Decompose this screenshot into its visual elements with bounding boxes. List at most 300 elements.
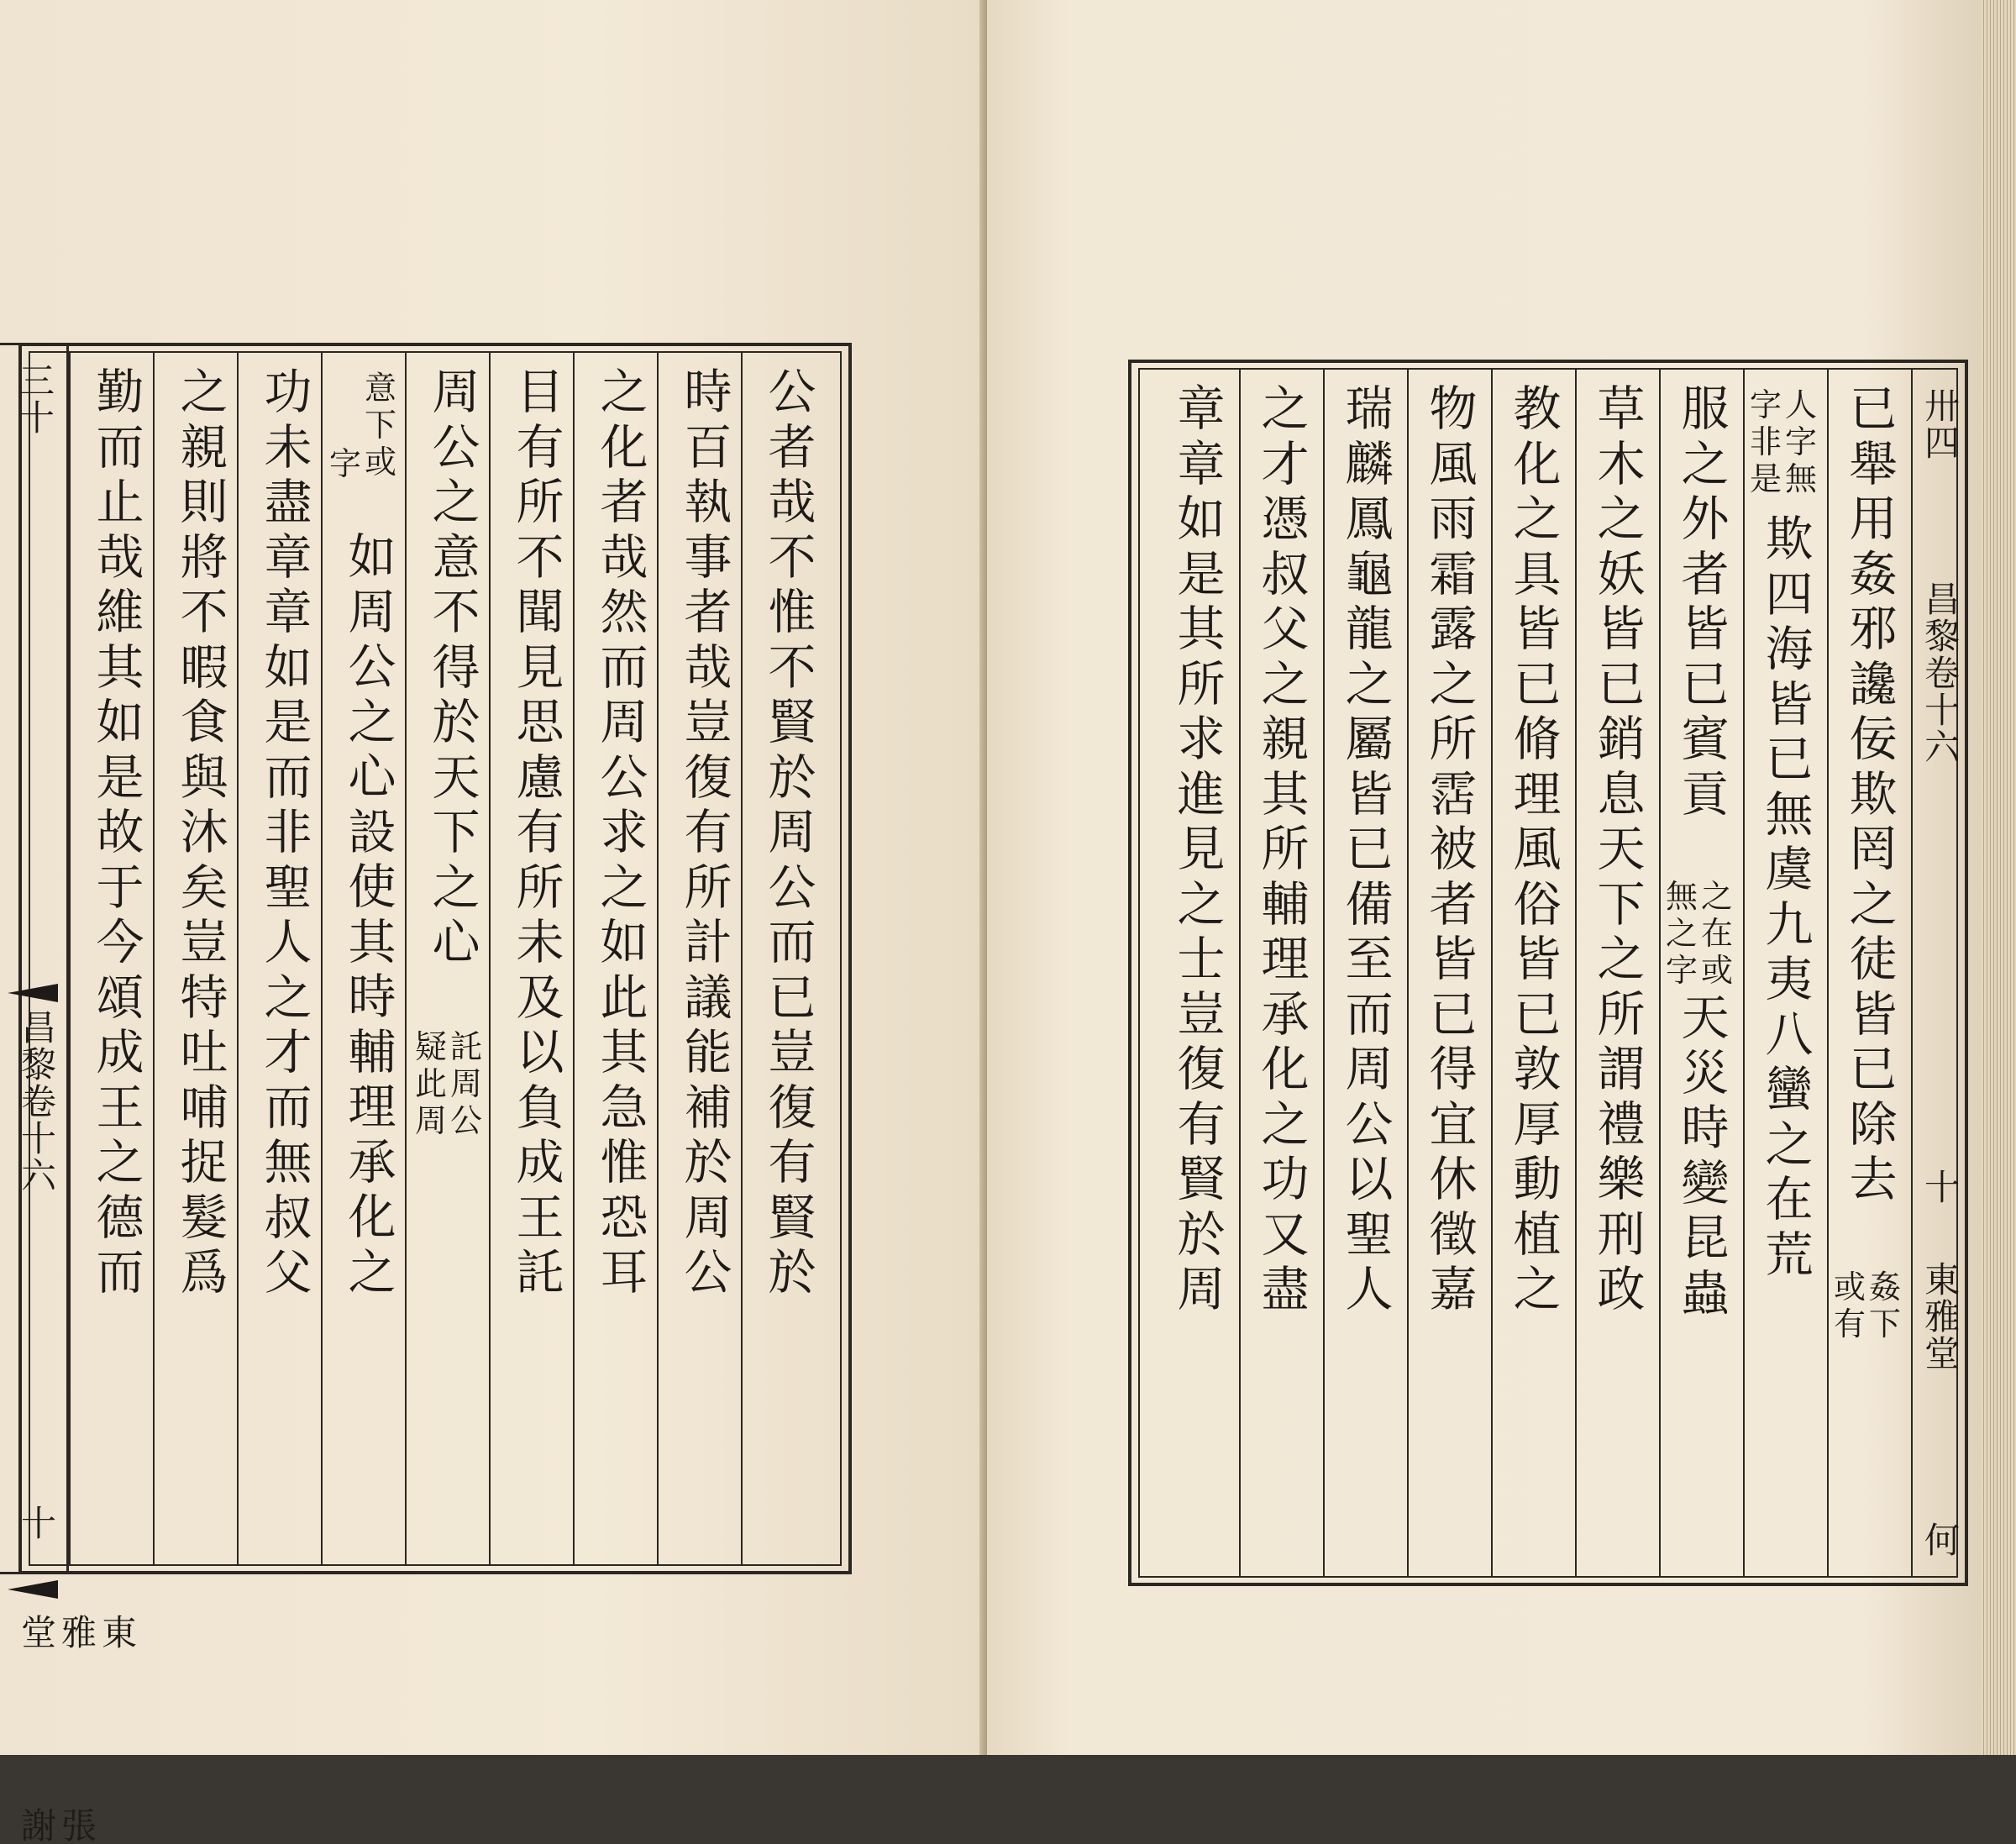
- glyph: 如: [264, 639, 312, 696]
- glyph: 動: [1513, 1152, 1562, 1207]
- glyph: 是: [1749, 460, 1782, 497]
- glyph: 此: [414, 1065, 447, 1102]
- glyph: 見: [516, 639, 564, 696]
- glyph: 休: [1429, 1152, 1478, 1207]
- glyph: 思: [516, 695, 564, 750]
- glyph: 貢: [1681, 766, 1730, 822]
- left-fish-tail-icon: [8, 984, 58, 1002]
- glyph: 字: [1784, 423, 1817, 460]
- glyph: 周: [1345, 1042, 1394, 1097]
- glyph: 於: [1177, 1206, 1226, 1263]
- left-col-6: [343, 530, 402, 1300]
- glyph: 已: [1429, 986, 1478, 1043]
- right-col-1-note-b: [1830, 1269, 1869, 1342]
- glyph: 於: [432, 695, 480, 750]
- glyph: 之: [1261, 381, 1310, 437]
- glyph: 是: [96, 749, 144, 806]
- glyph: 之: [1849, 876, 1898, 933]
- glyph: 皆: [1513, 932, 1562, 987]
- glyph: 特: [180, 969, 228, 1026]
- left-fish-tail-icon-lower: [8, 1580, 58, 1599]
- glyph: 之: [432, 475, 480, 530]
- glyph: 託: [449, 1028, 482, 1065]
- glyph: 王: [96, 1080, 144, 1136]
- glyph: 親: [1261, 712, 1310, 767]
- glyph: 龍: [1345, 602, 1394, 657]
- glyph: 之: [348, 1244, 396, 1300]
- right-col-2-note-b: [1746, 386, 1785, 497]
- glyph: 如: [600, 915, 648, 970]
- glyph: 捉: [180, 1135, 228, 1190]
- glyph: 設: [348, 804, 396, 860]
- glyph: 急: [600, 1080, 648, 1136]
- glyph: 蟲: [1681, 1265, 1730, 1321]
- glyph: 昆: [1681, 1211, 1730, 1266]
- glyph: 盡: [1261, 1262, 1310, 1317]
- glyph: 荒: [1765, 1227, 1814, 1283]
- glyph: 矣: [180, 859, 228, 916]
- glyph: 政: [1597, 1262, 1646, 1317]
- glyph: 賓: [1681, 712, 1730, 767]
- glyph: 者: [684, 585, 732, 640]
- glyph: 維: [96, 585, 144, 640]
- left-col-2: [679, 365, 738, 1301]
- glyph: 天: [432, 749, 480, 806]
- glyph: 有: [516, 805, 564, 860]
- column-rule: [1743, 368, 1745, 1578]
- glyph: 而: [264, 1080, 312, 1136]
- glyph: 或: [1700, 952, 1733, 989]
- glyph: 字: [328, 445, 361, 482]
- column-rule: [741, 351, 743, 1566]
- glyph: 刑: [1597, 1206, 1646, 1263]
- glyph: 王: [516, 1190, 564, 1246]
- glyph: 公: [432, 419, 480, 475]
- glyph: 得: [1429, 1042, 1478, 1097]
- glyph: 麟: [1345, 436, 1394, 492]
- glyph: 不: [768, 639, 816, 696]
- glyph: 成: [516, 1135, 564, 1190]
- glyph: 豈: [180, 915, 228, 970]
- glyph: 負: [516, 1080, 564, 1136]
- glyph: 耳: [600, 1245, 648, 1300]
- glyph: 吐: [180, 1025, 228, 1080]
- right-col-3-note-b: [1662, 878, 1701, 989]
- glyph: 進: [1177, 766, 1226, 822]
- glyph: 夷: [1765, 952, 1814, 1007]
- glyph: 賢: [768, 695, 816, 750]
- glyph: 銷: [1597, 712, 1646, 767]
- glyph: 徒: [1849, 932, 1898, 987]
- column-rule: [1827, 368, 1829, 1578]
- glyph: 皆: [1597, 602, 1646, 657]
- glyph: 而: [768, 915, 816, 970]
- right-col-1-note-a: [1866, 1269, 1904, 1342]
- left-margin-bottom-label: 張謝: [16, 1807, 97, 1844]
- glyph: 皆: [1681, 602, 1730, 657]
- glyph: 屬: [1345, 712, 1394, 767]
- glyph: 爲: [180, 1245, 228, 1300]
- glyph: 才: [264, 1025, 312, 1080]
- glyph: 豈: [684, 695, 732, 750]
- glyph: 叔: [264, 1190, 312, 1246]
- glyph: 天: [1597, 822, 1646, 877]
- glyph: 虞: [1765, 842, 1814, 897]
- glyph: 父: [264, 1245, 312, 1300]
- glyph: 惟: [600, 1135, 648, 1190]
- glyph: 或: [364, 444, 396, 481]
- left-col-4: [511, 365, 570, 1301]
- glyph: 承: [1261, 986, 1310, 1043]
- glyph: 罔: [1849, 822, 1898, 877]
- glyph: 物: [1429, 381, 1478, 437]
- glyph: 人: [264, 915, 312, 970]
- glyph: 之: [1513, 1262, 1562, 1317]
- glyph: 目: [516, 365, 564, 420]
- glyph: 欺: [1765, 512, 1814, 567]
- glyph: 字: [1749, 386, 1782, 423]
- glyph: 妖: [1597, 546, 1646, 602]
- glyph: 字: [1665, 952, 1698, 989]
- glyph: 之: [1261, 656, 1310, 712]
- glyph: 之: [96, 1135, 144, 1190]
- glyph: 公: [600, 749, 648, 806]
- glyph: 去: [1849, 1152, 1898, 1207]
- glyph: 化: [600, 419, 648, 475]
- page-leaves-edge: [1981, 0, 2016, 1755]
- glyph: 託: [516, 1245, 564, 1300]
- right-col-3-note-a: [1698, 878, 1736, 989]
- glyph: 時: [1681, 1101, 1730, 1156]
- glyph: 姦: [1849, 546, 1898, 602]
- glyph: 則: [180, 475, 228, 530]
- column-rule: [321, 351, 323, 1566]
- glyph: 已: [1681, 656, 1730, 712]
- glyph: 於: [768, 749, 816, 806]
- left-margin-top-label: 三十: [14, 362, 55, 436]
- glyph: 慮: [516, 749, 564, 806]
- glyph: 樂: [1597, 1152, 1646, 1207]
- glyph: 章: [1177, 381, 1226, 437]
- glyph: 髮: [180, 1190, 228, 1246]
- glyph: 而: [264, 749, 312, 806]
- column-rule: [1239, 368, 1241, 1578]
- glyph: 姦: [1868, 1269, 1901, 1306]
- glyph: 周: [768, 805, 816, 860]
- glyph: 勤: [96, 365, 144, 420]
- glyph: 其: [96, 639, 144, 696]
- glyph: 其: [600, 1025, 648, 1080]
- right-margin-bottom-label: 何: [1919, 1521, 1961, 1558]
- glyph: 周: [432, 365, 480, 420]
- glyph: 變: [1681, 1155, 1730, 1211]
- glyph: 理: [1261, 932, 1310, 987]
- right-margin-title: 昌黎卷十六: [1919, 581, 1961, 765]
- glyph: 盡: [264, 475, 312, 530]
- glyph: 公: [684, 1245, 732, 1300]
- left-col-7: [259, 365, 318, 1301]
- glyph: 此: [600, 969, 648, 1026]
- column-rule: [1911, 368, 1913, 1578]
- glyph: 意: [432, 529, 480, 586]
- glyph: 未: [264, 419, 312, 475]
- glyph: 者: [600, 475, 648, 530]
- glyph: 被: [1429, 822, 1478, 877]
- glyph: 哺: [180, 1080, 228, 1136]
- glyph: 之: [1597, 491, 1646, 547]
- glyph: 議: [684, 969, 732, 1026]
- glyph: 然: [600, 585, 648, 640]
- column-rule: [1407, 368, 1409, 1578]
- glyph: 俗: [1513, 876, 1562, 933]
- glyph: 如: [348, 529, 396, 585]
- glyph: 有: [684, 805, 732, 860]
- glyph: 百: [684, 419, 732, 475]
- column-rule: [573, 351, 575, 1566]
- glyph: 霑: [1429, 766, 1478, 822]
- glyph: 皆: [1513, 602, 1562, 657]
- glyph: 四: [1765, 566, 1814, 623]
- glyph: 未: [516, 915, 564, 970]
- glyph: 成: [96, 1025, 144, 1080]
- column-rule: [69, 351, 71, 1566]
- glyph: 海: [1765, 622, 1814, 677]
- glyph: 以: [516, 1025, 564, 1080]
- glyph: 聖: [1345, 1206, 1394, 1263]
- glyph: 邪: [1849, 602, 1898, 657]
- glyph: 食: [180, 695, 228, 750]
- left-col-5-note-a: [447, 1028, 486, 1139]
- glyph: 已: [1849, 1042, 1898, 1097]
- glyph: 是: [1177, 546, 1226, 602]
- glyph: 人: [1784, 386, 1817, 423]
- column-rule: [1491, 368, 1493, 1578]
- glyph: 皆: [1849, 986, 1898, 1043]
- glyph: 所: [516, 859, 564, 916]
- glyph: 之: [1177, 876, 1226, 933]
- glyph: 具: [1513, 546, 1562, 602]
- glyph: 之: [600, 859, 648, 916]
- glyph: 宜: [1429, 1096, 1478, 1153]
- right-col-3: [1676, 382, 1735, 822]
- glyph: 故: [96, 805, 144, 860]
- glyph: 下: [364, 407, 396, 444]
- glyph: 惟: [768, 585, 816, 640]
- glyph: 有: [768, 1135, 816, 1190]
- glyph: 止: [96, 475, 144, 530]
- glyph: 求: [1177, 712, 1226, 767]
- column-rule: [237, 351, 239, 1566]
- glyph: 所: [516, 475, 564, 530]
- glyph: 哉: [684, 639, 732, 696]
- glyph: 而: [1345, 986, 1394, 1043]
- glyph: 皆: [1765, 676, 1814, 733]
- glyph: 公: [348, 639, 396, 695]
- glyph: 見: [1177, 822, 1226, 877]
- glyph: 有: [1177, 1096, 1226, 1153]
- glyph: 徵: [1429, 1206, 1478, 1263]
- glyph: 而: [600, 639, 648, 696]
- glyph: 已: [1345, 822, 1394, 877]
- glyph: 與: [180, 749, 228, 806]
- left-col-6-note-b: [326, 445, 365, 482]
- right-col-6: [1424, 382, 1483, 1318]
- column-rule: [405, 351, 407, 1566]
- glyph: 之: [1681, 436, 1730, 492]
- glyph: 理: [1513, 766, 1562, 822]
- glyph: 化: [348, 1190, 396, 1245]
- glyph: 者: [1429, 876, 1478, 933]
- glyph: 功: [1261, 1152, 1310, 1207]
- glyph: 天: [1681, 990, 1730, 1046]
- glyph: 佞: [1849, 712, 1898, 767]
- left-margin-title: 昌黎卷十六: [16, 1009, 57, 1194]
- glyph: 父: [1261, 602, 1310, 657]
- glyph: 所: [1429, 712, 1478, 767]
- glyph: 下: [1868, 1306, 1901, 1342]
- glyph: 將: [180, 529, 228, 586]
- glyph: 心: [348, 749, 396, 805]
- right-margin-folio: 十: [1919, 1169, 1961, 1206]
- glyph: 章: [1177, 436, 1226, 492]
- glyph: 謂: [1597, 1042, 1646, 1097]
- glyph: 其: [348, 914, 396, 970]
- glyph: 使: [348, 859, 396, 915]
- right-col-7: [1340, 382, 1399, 1318]
- glyph: 無: [1665, 878, 1698, 915]
- glyph: 教: [1513, 381, 1562, 437]
- column-rule: [489, 351, 491, 1566]
- right-col-2-note-pre: [1782, 386, 1820, 497]
- glyph: 者: [768, 419, 816, 475]
- glyph: 周: [1177, 1262, 1226, 1317]
- glyph: 輔: [1261, 876, 1310, 933]
- glyph: 脩: [1513, 712, 1562, 767]
- left-col-5: [427, 365, 486, 971]
- glyph: 叔: [1261, 546, 1310, 602]
- glyph: 章: [264, 585, 312, 640]
- glyph: 其: [1261, 766, 1310, 822]
- glyph: 除: [1849, 1096, 1898, 1153]
- glyph: 如: [1177, 491, 1226, 547]
- glyph: 皆: [1429, 932, 1478, 987]
- glyph: 下: [432, 805, 480, 860]
- glyph: 及: [516, 969, 564, 1026]
- glyph: 於: [684, 1135, 732, 1190]
- glyph: 者: [1681, 546, 1730, 602]
- glyph: 才: [1261, 436, 1310, 492]
- left-margin-publisher: 東雅堂: [16, 1614, 138, 1651]
- glyph: 哉: [600, 529, 648, 586]
- glyph: 禮: [1597, 1096, 1646, 1153]
- glyph: 所: [1261, 822, 1310, 877]
- glyph: 欺: [1849, 766, 1898, 822]
- glyph: 不: [516, 529, 564, 586]
- glyph: 之: [1429, 656, 1478, 712]
- glyph: 在: [1765, 1172, 1814, 1227]
- glyph: 已: [1513, 986, 1562, 1043]
- glyph: 以: [1345, 1152, 1394, 1207]
- glyph: 之: [1765, 1116, 1814, 1173]
- glyph: 承: [348, 1134, 396, 1190]
- glyph: 非: [264, 805, 312, 860]
- glyph: 復: [1177, 1042, 1226, 1097]
- glyph: 沐: [180, 805, 228, 860]
- glyph: 于: [96, 859, 144, 916]
- glyph: 有: [516, 419, 564, 475]
- glyph: 得: [432, 639, 480, 696]
- glyph: 下: [1597, 876, 1646, 933]
- glyph: 草: [1597, 381, 1646, 437]
- glyph: 之: [1665, 915, 1698, 952]
- glyph: 用: [1849, 491, 1898, 547]
- glyph: 化: [1261, 1042, 1310, 1097]
- glyph: 化: [1513, 436, 1562, 492]
- column-rule: [657, 351, 659, 1566]
- right-col-4: [1592, 382, 1651, 1318]
- glyph: 之: [180, 365, 228, 420]
- glyph: 賢: [1177, 1152, 1226, 1207]
- glyph: 讒: [1849, 656, 1898, 712]
- glyph: 疑: [414, 1028, 447, 1065]
- glyph: 木: [1597, 436, 1646, 492]
- glyph: 聖: [264, 859, 312, 916]
- glyph: 蠻: [1765, 1062, 1814, 1117]
- glyph: 已: [1849, 381, 1898, 437]
- glyph: 風: [1429, 436, 1478, 492]
- glyph: 之: [1597, 932, 1646, 987]
- right-margin-top-label: 卅四: [1919, 387, 1961, 461]
- glyph: 士: [1177, 932, 1226, 987]
- glyph: 周: [414, 1102, 447, 1139]
- glyph: 之: [432, 859, 480, 916]
- glyph: 恐: [600, 1190, 648, 1246]
- glyph: 或: [1833, 1269, 1866, 1306]
- right-page: [987, 0, 2016, 1755]
- glyph: 時: [348, 969, 396, 1025]
- glyph: 執: [684, 475, 732, 530]
- glyph: 嘉: [1429, 1262, 1478, 1317]
- glyph: 在: [1700, 915, 1733, 952]
- glyph: 公: [768, 859, 816, 916]
- glyph: 鳳: [1345, 491, 1394, 547]
- column-rule: [1575, 368, 1577, 1578]
- glyph: 暇: [180, 639, 228, 696]
- glyph: 心: [432, 915, 480, 970]
- glyph: 所: [1177, 656, 1226, 712]
- glyph: 求: [600, 805, 648, 860]
- right-col-9: [1172, 382, 1231, 1318]
- column-rule: [153, 351, 155, 1566]
- glyph: 不: [432, 585, 480, 640]
- left-margin-folio: 十: [16, 1505, 57, 1542]
- glyph: 豈: [1177, 986, 1226, 1043]
- glyph: 周: [449, 1065, 482, 1102]
- glyph: 風: [1513, 822, 1562, 877]
- right-col-3-tail: [1676, 991, 1735, 1321]
- glyph: 今: [96, 915, 144, 970]
- glyph: 之: [1345, 656, 1394, 712]
- glyph: 理: [348, 1080, 396, 1135]
- glyph: 瑞: [1345, 381, 1394, 437]
- glyph: 事: [684, 529, 732, 586]
- left-page: [0, 0, 987, 1844]
- glyph: 植: [1513, 1206, 1562, 1263]
- glyph: 之: [264, 969, 312, 1026]
- glyph: 之: [1513, 491, 1562, 547]
- glyph: 公: [449, 1102, 482, 1139]
- glyph: 霜: [1429, 546, 1478, 602]
